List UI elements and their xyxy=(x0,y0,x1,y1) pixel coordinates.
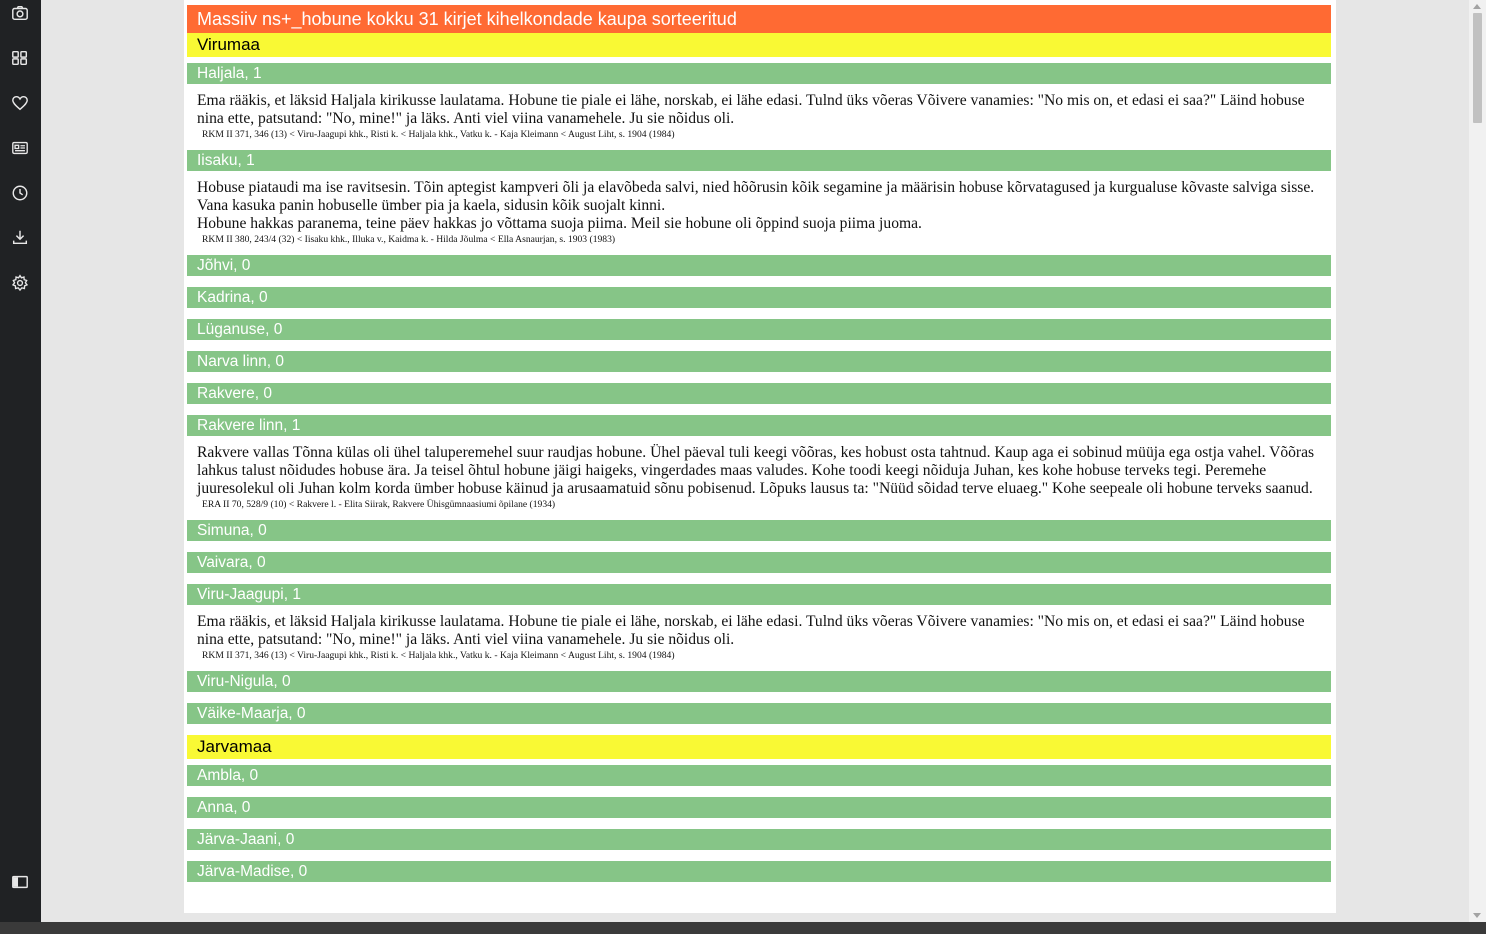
parish-header: Iisaku, 1 xyxy=(187,150,1331,171)
heart-icon[interactable] xyxy=(10,93,30,113)
sidebar xyxy=(0,0,41,934)
grid-icon[interactable] xyxy=(10,48,30,68)
story-text: Rakvere vallas Tõnna külas oli ühel taluperemehel suur raudjas hobune. Ühel päeval tuli keegi võõras, kes hobust osta tahtnud. Kaup aga ei sobinud müüja ega ostja vahel. Võõras lahkus talust nõidudes hobuse ära. Ja teisel õhtul hobune jäigi haigeks, vingerdades maas valudes. Kohe toodi keegi nõiduja Juhan, kes kohe hobuse terveks tegi. Peremehe juuresolekul oli Juhan kolm korda ümber hobuse käinud ja arusaamatuid sõnu pobisenud. Lõpuks lausus ta: "Nüüd sõidad terve eluaeg." Kohe seepeale oli hobune terveks saanud. xyxy=(197,444,1315,497)
document-page xyxy=(184,0,1336,913)
story-source: RKM II 371, 346 (13) < Viru-Jaagupi khk., Risti k. < Haljala khk., Vatku k. - Kaja Kleimann < August Liht, s. 1904 (1984) xyxy=(202,129,675,140)
panel-toggle-icon[interactable] xyxy=(10,872,30,892)
parish-header: Haljala, 1 xyxy=(187,63,1331,84)
parish-header: Lüganuse, 0 xyxy=(187,319,1331,340)
story-entry xyxy=(187,171,1331,255)
parish-header: Rakvere, 0 xyxy=(187,383,1331,404)
region-header: Virumaa xyxy=(187,33,1331,57)
regions-list xyxy=(187,33,1331,882)
parish-header: Kadrina, 0 xyxy=(187,287,1331,308)
parish-header: Simuna, 0 xyxy=(187,520,1331,541)
parish-header: Rakvere linn, 1 xyxy=(187,415,1331,436)
region-header: Jarvamaa xyxy=(187,735,1331,759)
bottom-strip xyxy=(0,922,1486,934)
scroll-down-icon[interactable] xyxy=(1473,913,1481,918)
parish-header: Järva-Madise, 0 xyxy=(187,861,1331,882)
camera-icon[interactable] xyxy=(10,3,30,23)
parish-header: Väike-Maarja, 0 xyxy=(187,703,1331,724)
gear-icon[interactable] xyxy=(10,273,30,293)
parish-header: Ambla, 0 xyxy=(187,765,1331,786)
story-source: RKM II 380, 243/4 (32) < Iisaku khk., Illuka v., Kaidma k. - Hilda Jõulma < Ella Asnaurjan, s. 1903 (1983) xyxy=(202,234,616,245)
page-title: Massiiv ns+_hobune kokku 31 kirjet kihelkondade kaupa sorteeritud xyxy=(187,5,1331,33)
scroll-thumb[interactable] xyxy=(1473,13,1482,123)
story-source: RKM II 371, 346 (13) < Viru-Jaagupi khk., Risti k. < Haljala khk., Vatku k. - Kaja Kleimann < August Liht, s. 1904 (1984) xyxy=(202,650,675,661)
content-viewport[interactable] xyxy=(41,0,1469,922)
story-text: Hobuse piataudi ma ise ravitsesin. Tõin aptegist kampveri õli ja elavõbeda salvi, nied hõõrusin kõik segamine ja määrisin hobuse kõrvatagused ja kurgualuse kõvaste salviga sisse. Vana kasuka panin hobuselle ümber pia ja kaela, sidusin kõik suojalt kinni. Hobune hakkas paranema, teine päev hakkas jo võttama suoja piima. Meil sie hobune oli õppind suoja piima juoma. xyxy=(197,179,1315,232)
download-icon[interactable] xyxy=(10,227,30,247)
parish-header: Viru-Nigula, 0 xyxy=(187,671,1331,692)
news-icon[interactable] xyxy=(10,138,30,158)
vertical-scrollbar[interactable] xyxy=(1469,0,1486,922)
parish-header: Viru-Jaagupi, 1 xyxy=(187,584,1331,605)
story-entry xyxy=(187,436,1331,520)
history-icon[interactable] xyxy=(10,183,30,203)
parish-header: Narva linn, 0 xyxy=(187,351,1331,372)
parish-header: Jõhvi, 0 xyxy=(187,255,1331,276)
story-text: Ema rääkis, et läksid Haljala kirikusse laulatama. Hobune tie piale ei lähe, norskab, ei lähe edasi. Tulnd üks võeras Võivere vanamies: "No mis on, et edasi ei saa?" Läind hobuse nina ette, patsutand: "No, mine!" ja läks. Anti viel viina vanamehele. Ju sie nõidus oli. xyxy=(197,92,1305,127)
parish-header: Järva-Jaani, 0 xyxy=(187,829,1331,850)
parish-header: Anna, 0 xyxy=(187,797,1331,818)
parish-header: Vaivara, 0 xyxy=(187,552,1331,573)
story-entry xyxy=(187,84,1331,150)
story-entry xyxy=(187,605,1331,671)
story-text: Ema rääkis, et läksid Haljala kirikusse laulatama. Hobune tie piale ei lähe, norskab, ei lähe edasi. Tulnd üks võeras Võivere vanamies: "No mis on, et edasi ei saa?" Läind hobuse nina ette, patsutand: "No, mine!" ja läks. Anti viel viina vanamehele. Ju sie nõidus oli. xyxy=(197,613,1305,648)
scroll-up-icon[interactable] xyxy=(1473,4,1481,9)
story-source: ERA II 70, 528/9 (10) < Rakvere l. - Elita Siirak, Rakvere Ühisgümnaasiumi õpilane (1934) xyxy=(202,499,556,510)
